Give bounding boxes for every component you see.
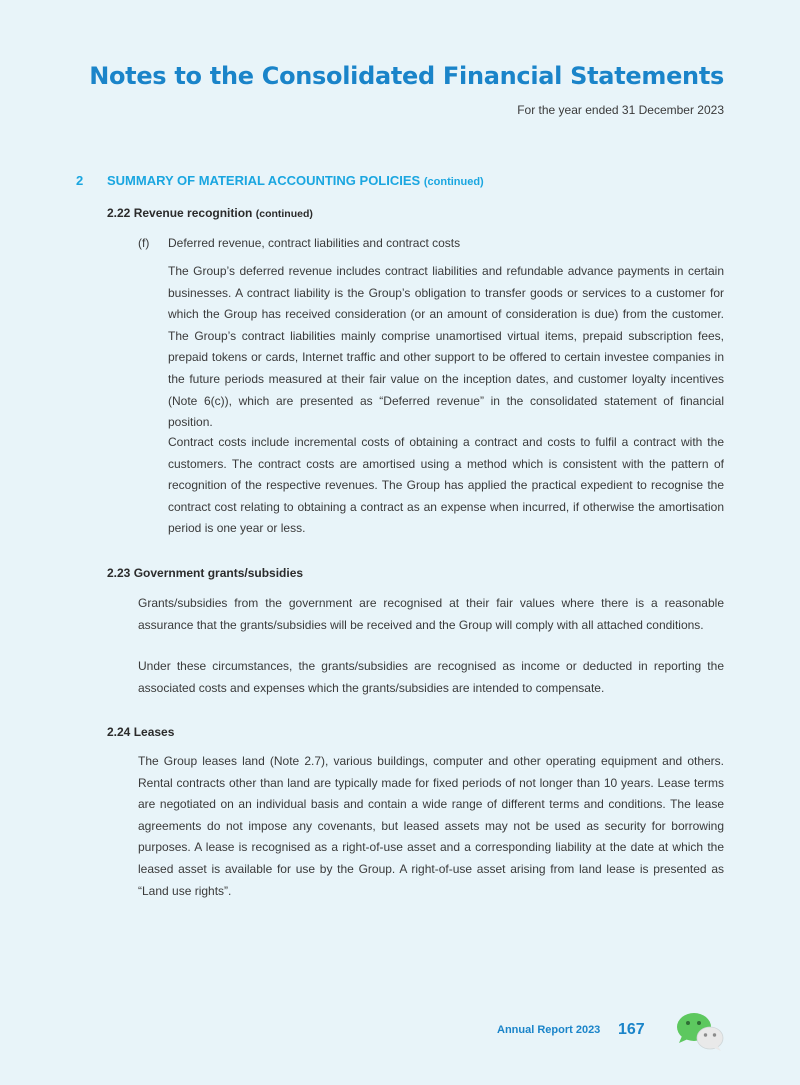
grants-paragraph-1: Grants/subsidies from the government are recognised at their fair values where there is a reasonable assurance that the grants/subsidies will be received and the Group will comply with all attached conditions. [138, 596, 724, 632]
subsection-2-22-continued: (continued) [255, 208, 313, 220]
subsection-heading-2-23: 2.23 Government grants/subsidies [107, 566, 304, 580]
wechat-logo-icon [676, 1012, 724, 1052]
leases-paragraph: The Group leases land (Note 2.7), various buildings, computer and other operating equipment and others. Rental contracts other than land are typically made for fixed periods of not longer than 10 years. Lease terms are negotiated on an individual basis and contain a wide range of different terms and conditions. The lease agreements do not impose any covenants, but leased assets may not be used as security for borrowing purposes. A lease is recognised as a right-of-use asset and a corresponding liability at the date at which the leased asset is available for use by the Group. A right-of-use asset arising from land lease is presented as “Land use rights”. [138, 754, 724, 898]
section-title [107, 173, 484, 188]
grants-paragraph-2: Under these circumstances, the grants/subsidies are recognised as income or deducted in reporting the associated costs and expenses which the grants/subsidies are intended to compensate. [138, 659, 724, 695]
section-number: 2 [76, 173, 84, 188]
contract-costs-paragraph: Contract costs include incremental costs of obtaining a contract and costs to fulfil a contract with the customers. The contract costs are amortised using a method which is consistent with the pattern of recognition of the respective revenues. The Group has applied the practical expedient to recognise the contract cost relating to obtaining a contract as an expense when incurred, if otherwise the amortisation period is one year or less. [168, 435, 724, 536]
deferred-revenue-paragraph: The Group’s deferred revenue includes contract liabilities and refundable advance payments in certain businesses. A contract liability is the Group’s obligation to transfer goods or services to a customer for which the Group has received consideration (or an amount of consideration is due) from the customer. The Group’s contract liabilities mainly comprise unamortised virtual items, prepaid subscription fees, prepaid tokens or cards, Internet traffic and other support to be offered to certain investee companies in the future periods measured at their fair value on the inception dates, and customer loyalty incentives (Note 6(c)), which are presented as “Deferred revenue” in the consolidated statement of financial position. [168, 264, 724, 430]
page-subtitle: For the year ended 31 December 2023 [517, 103, 724, 117]
subsection-heading-2-22 [107, 206, 313, 220]
subsection-heading-2-24: 2.24 Leases [107, 725, 175, 739]
page-number: 167 [618, 1021, 645, 1038]
subsection-2-22-title: 2.22 Revenue recognition [107, 206, 253, 220]
page-title: Notes to the Consolidated Financial Statements [89, 62, 724, 90]
footer-report-label: Annual Report 2023 [497, 1024, 601, 1036]
section-title-text: SUMMARY OF MATERIAL ACCOUNTING POLICIES [107, 173, 421, 188]
section-continued: (continued) [423, 176, 484, 188]
item-title: Deferred revenue, contract liabilities and contract costs [168, 236, 461, 250]
item-label: (f) [138, 236, 150, 250]
